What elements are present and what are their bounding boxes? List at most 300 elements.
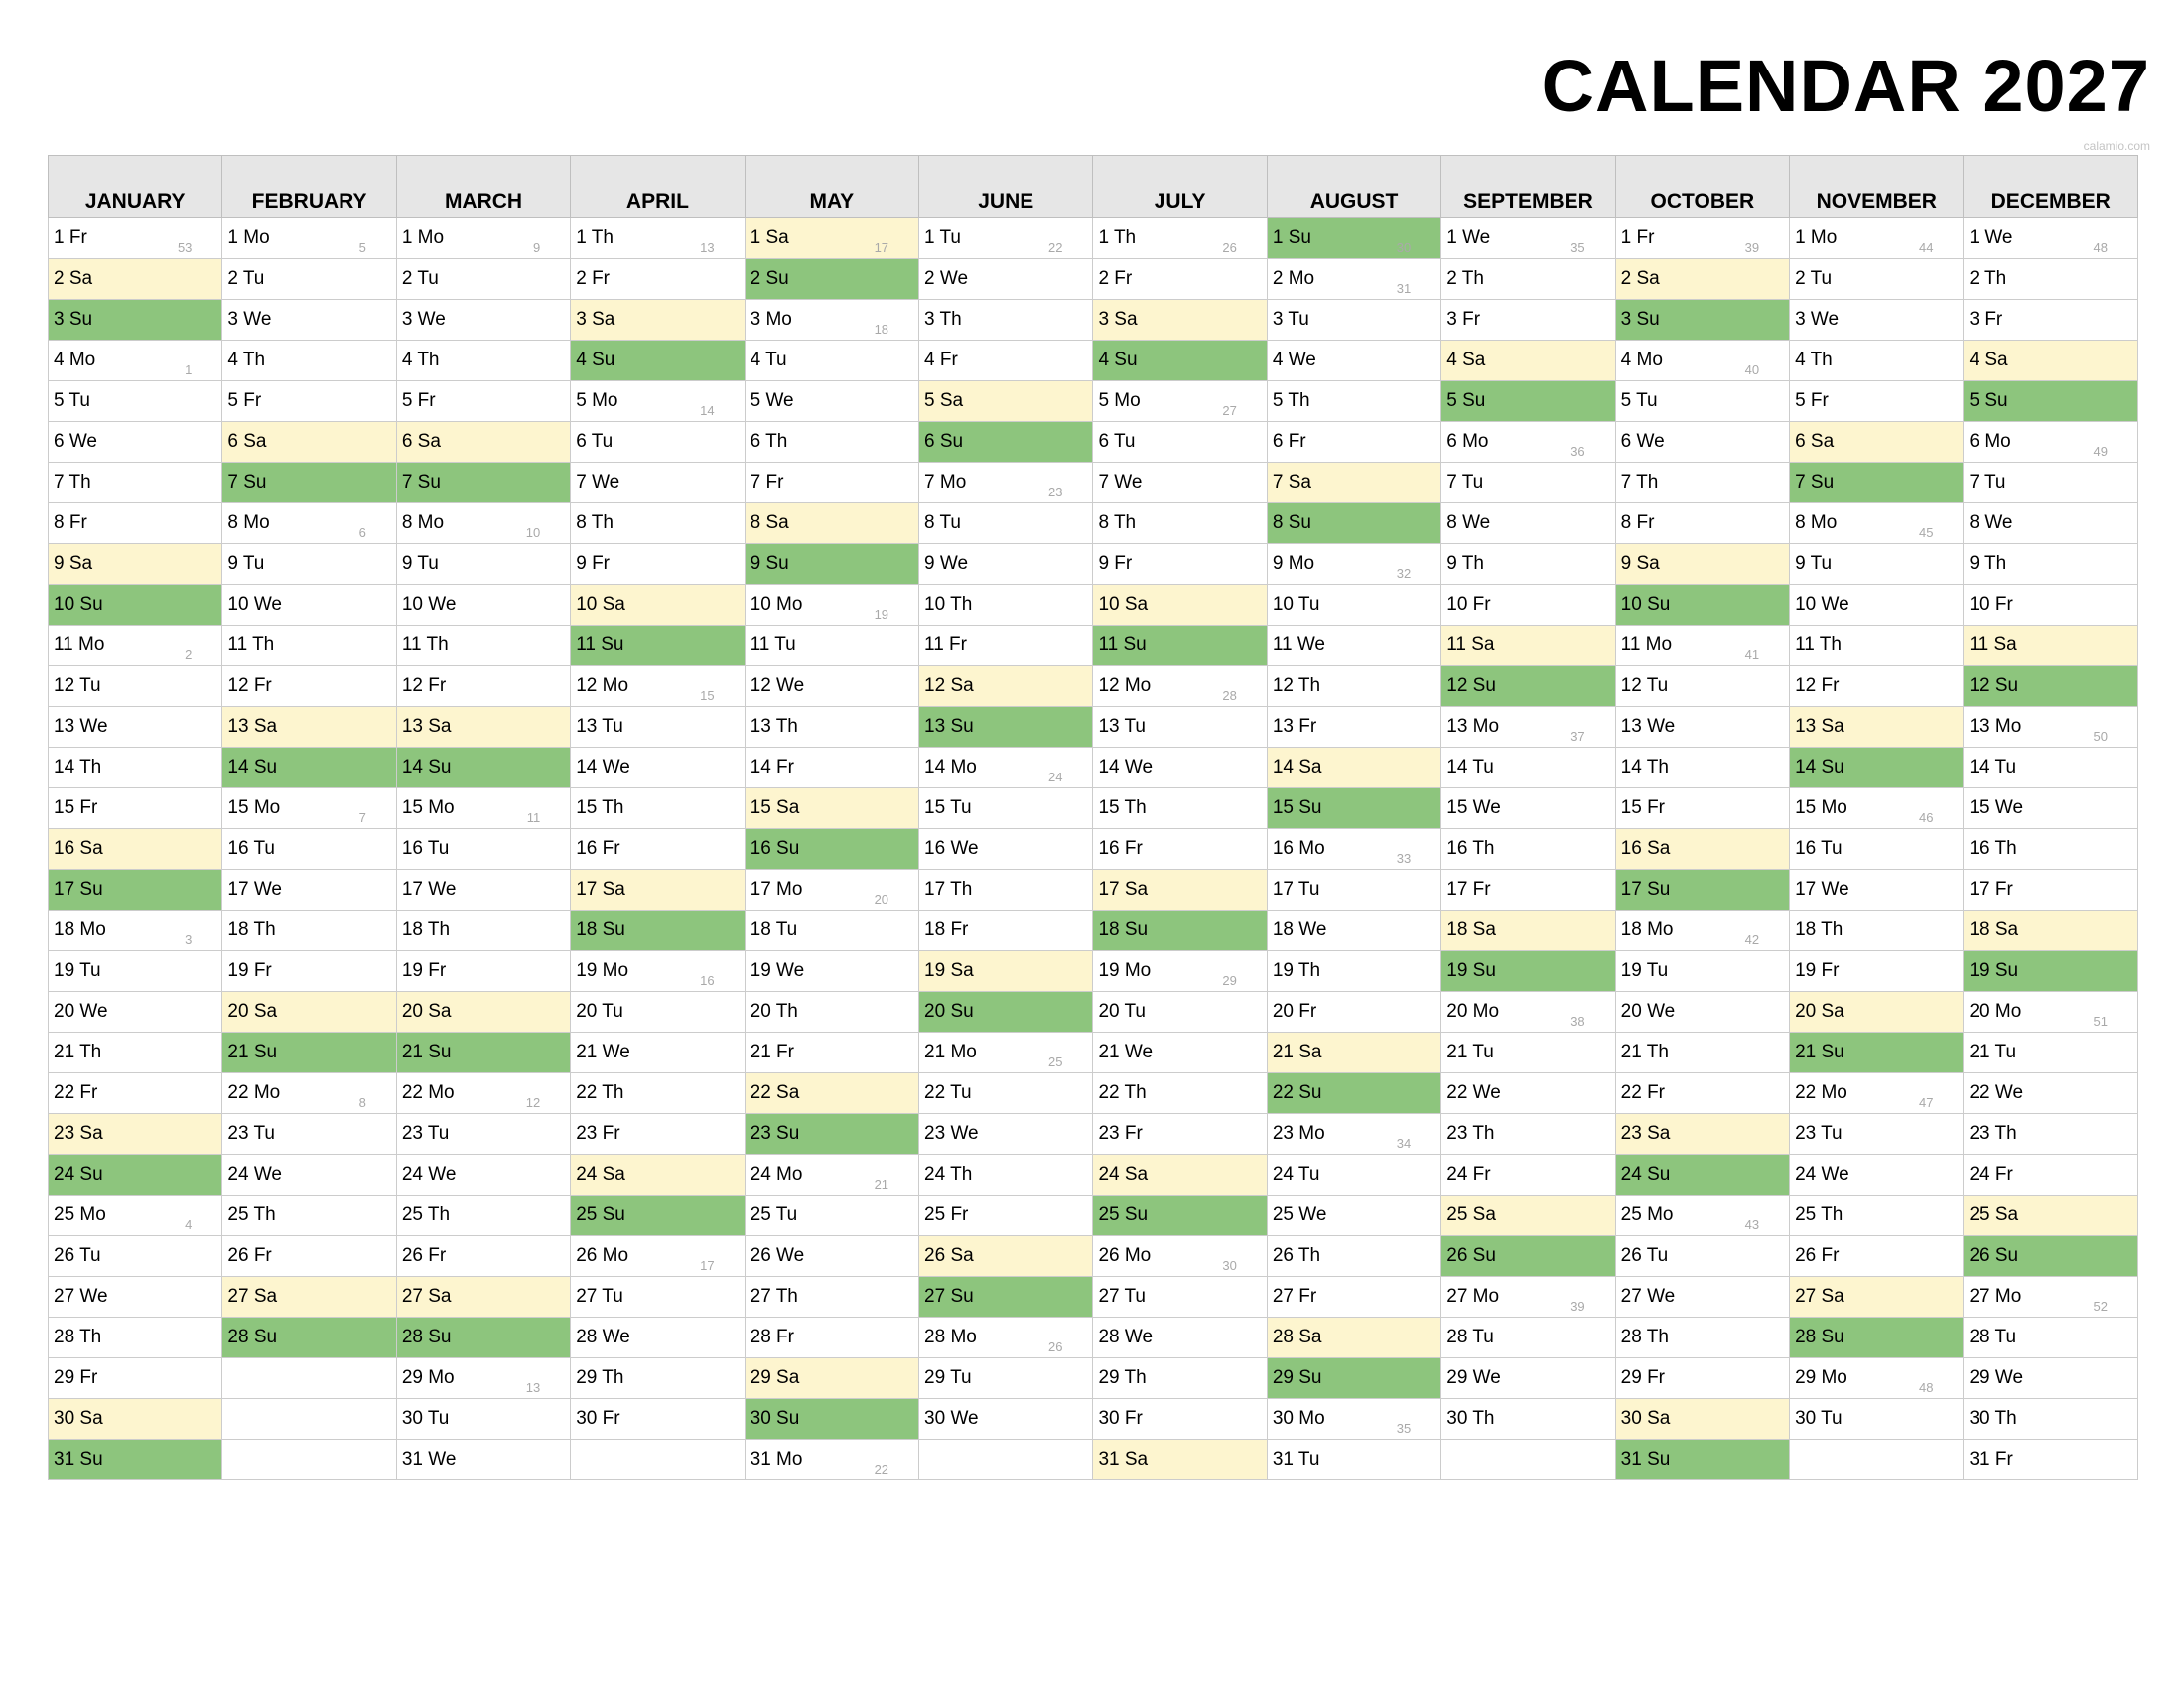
day-label: 30 Fr xyxy=(576,1408,620,1429)
day-label: 25 Sa xyxy=(1969,1204,2019,1225)
day-cell xyxy=(1267,829,1440,870)
month-header: JULY xyxy=(1093,156,1267,218)
day-cell xyxy=(919,1277,1093,1318)
day-label: 13 Sa xyxy=(227,716,278,737)
day-label: 9 Mo xyxy=(1272,553,1315,574)
day-cell xyxy=(1441,544,1615,585)
day-label: 14 Th xyxy=(1620,757,1669,777)
day-label: 14 We xyxy=(576,757,630,777)
day-cell xyxy=(1441,218,1615,259)
day-cell xyxy=(1964,218,2138,259)
day-label: 28 Su xyxy=(1795,1327,1844,1347)
day-label: 7 Su xyxy=(1795,472,1835,492)
day-label: 2 We xyxy=(924,268,969,289)
week-number: 44 xyxy=(1919,240,1934,255)
day-label: 14 Sa xyxy=(1272,757,1322,777)
day-cell xyxy=(49,503,222,544)
day-cell xyxy=(396,748,570,788)
day-label: 27 Su xyxy=(924,1286,974,1307)
day-cell xyxy=(1790,1033,1964,1073)
day-label: 24 Th xyxy=(924,1164,973,1185)
day-cell xyxy=(1441,707,1615,748)
day-cell xyxy=(396,544,570,585)
day-cell xyxy=(1441,422,1615,463)
day-label: 1 Sa xyxy=(750,227,789,248)
day-cell xyxy=(919,911,1093,951)
day-cell xyxy=(919,1155,1093,1196)
day-label: 27 Tu xyxy=(1098,1286,1146,1307)
day-label: 26 Tu xyxy=(54,1245,101,1266)
day-label: 17 Th xyxy=(924,879,973,900)
day-cell xyxy=(49,300,222,341)
day-cell xyxy=(1790,666,1964,707)
week-number: 13 xyxy=(700,240,715,255)
day-cell xyxy=(49,829,222,870)
day-cell xyxy=(1615,870,1789,911)
day-label: 15 Mo xyxy=(227,797,281,818)
day-cell xyxy=(1964,951,2138,992)
day-label: 17 Tu xyxy=(1272,879,1320,900)
day-cell xyxy=(1267,1399,1440,1440)
day-label: 19 Mo xyxy=(576,960,629,981)
day-label: 17 Sa xyxy=(1098,879,1149,900)
day-cell xyxy=(571,788,745,829)
day-label: 24 Fr xyxy=(1969,1164,2013,1185)
day-cell xyxy=(1964,911,2138,951)
day-cell xyxy=(1441,503,1615,544)
week-number: 24 xyxy=(1047,770,1063,784)
day-label: 13 Sa xyxy=(1795,716,1844,737)
week-number: 6 xyxy=(358,525,366,540)
day-label: 16 Th xyxy=(1446,838,1495,859)
day-label: 3 Mo xyxy=(750,309,792,330)
day-cell xyxy=(571,259,745,300)
day-label: 8 Th xyxy=(576,512,614,533)
day-cell xyxy=(919,585,1093,626)
day-cell xyxy=(1790,381,1964,422)
day-label: 7 Th xyxy=(1620,472,1659,492)
day-label: 10 Su xyxy=(1620,594,1671,615)
day-cell xyxy=(919,1114,1093,1155)
day-label: 6 Mo xyxy=(1446,431,1489,452)
day-label: 17 We xyxy=(227,879,282,900)
day-label: 3 Th xyxy=(924,309,962,330)
day-cell xyxy=(919,300,1093,341)
day-label: 30 Mo xyxy=(1272,1408,1325,1429)
day-cell xyxy=(1615,1440,1789,1480)
day-cell xyxy=(1964,1236,2138,1277)
day-label: 25 Th xyxy=(401,1204,451,1225)
day-cell xyxy=(222,1277,396,1318)
day-label: 28 Fr xyxy=(750,1327,794,1347)
day-cell xyxy=(1267,341,1440,381)
day-cell xyxy=(49,666,222,707)
day-label: 8 Fr xyxy=(54,512,87,533)
day-label: 16 Tu xyxy=(1795,838,1843,859)
day-cell xyxy=(1964,300,2138,341)
day-cell xyxy=(1615,992,1789,1033)
day-label: 21 Su xyxy=(1795,1042,1844,1062)
day-row xyxy=(49,626,2138,666)
day-label: 8 We xyxy=(1446,512,1491,533)
day-cell xyxy=(571,585,745,626)
day-cell xyxy=(1441,992,1615,1033)
day-cell xyxy=(1267,1073,1440,1114)
week-number: 49 xyxy=(2093,444,2108,459)
day-cell xyxy=(1093,463,1267,503)
day-cell xyxy=(1615,748,1789,788)
day-label: 20 Fr xyxy=(1272,1001,1317,1022)
day-label: 10 Sa xyxy=(1098,594,1149,615)
day-label: 26 Fr xyxy=(401,1245,447,1266)
day-cell xyxy=(571,300,745,341)
week-number: 21 xyxy=(874,1177,889,1192)
day-label: 4 Fr xyxy=(924,350,958,370)
day-label: 4 Su xyxy=(1098,350,1138,370)
day-label: 8 Su xyxy=(1272,512,1311,533)
day-cell xyxy=(1267,748,1440,788)
day-label: 25 Th xyxy=(227,1204,276,1225)
day-cell xyxy=(571,544,745,585)
day-cell xyxy=(919,1196,1093,1236)
day-label: 14 Th xyxy=(54,757,102,777)
day-cell xyxy=(919,992,1093,1033)
day-cell xyxy=(571,911,745,951)
day-label: 28 We xyxy=(1098,1327,1154,1347)
day-cell xyxy=(745,1277,918,1318)
week-number: 27 xyxy=(1222,403,1237,418)
day-cell xyxy=(1267,1440,1440,1480)
day-label: 18 Th xyxy=(227,919,276,940)
empty-cell xyxy=(222,1399,396,1440)
week-number: 17 xyxy=(874,240,889,255)
day-cell xyxy=(1615,1196,1789,1236)
day-cell xyxy=(745,951,918,992)
day-cell xyxy=(396,1440,570,1480)
day-cell xyxy=(571,992,745,1033)
week-number: 22 xyxy=(874,1462,889,1477)
day-cell xyxy=(1267,1236,1440,1277)
day-cell xyxy=(745,870,918,911)
day-cell xyxy=(49,585,222,626)
day-row xyxy=(49,870,2138,911)
day-cell xyxy=(1790,218,1964,259)
day-row xyxy=(49,503,2138,544)
day-label: 31 Su xyxy=(1620,1449,1671,1470)
day-label: 11 Mo xyxy=(54,634,105,655)
day-cell xyxy=(745,1073,918,1114)
day-cell xyxy=(222,951,396,992)
day-label: 25 Fr xyxy=(924,1204,969,1225)
day-cell xyxy=(919,1033,1093,1073)
week-number: 8 xyxy=(358,1095,366,1110)
day-cell xyxy=(1790,1155,1964,1196)
day-cell xyxy=(1964,1358,2138,1399)
day-label: 9 Th xyxy=(1969,553,2007,574)
day-label: 27 Mo xyxy=(1446,1286,1500,1307)
day-label: 19 Fr xyxy=(401,960,447,981)
day-cell xyxy=(1964,707,2138,748)
day-label: 3 Tu xyxy=(1272,309,1309,330)
day-label: 11 Sa xyxy=(1969,634,2017,655)
day-cell xyxy=(1441,1277,1615,1318)
day-label: 6 Fr xyxy=(1272,431,1306,452)
day-cell xyxy=(1093,951,1267,992)
day-cell xyxy=(745,1358,918,1399)
day-cell xyxy=(49,1155,222,1196)
day-cell xyxy=(1964,1196,2138,1236)
day-label: 20 Th xyxy=(750,1001,798,1022)
day-label: 20 Tu xyxy=(1098,1001,1146,1022)
week-number: 5 xyxy=(358,240,366,255)
day-label: 16 Mo xyxy=(1272,838,1325,859)
day-label: 16 Fr xyxy=(576,838,620,859)
day-row xyxy=(49,1440,2138,1480)
day-label: 19 Sa xyxy=(924,960,974,981)
day-label: 1 Tu xyxy=(924,227,962,248)
day-label: 23 Mo xyxy=(1272,1123,1325,1144)
day-label: 6 Sa xyxy=(1795,431,1835,452)
day-label: 2 Sa xyxy=(54,268,93,289)
day-cell xyxy=(396,1236,570,1277)
day-cell xyxy=(1790,870,1964,911)
day-cell xyxy=(222,544,396,585)
day-cell xyxy=(919,1399,1093,1440)
day-label: 4 Mo xyxy=(54,350,96,370)
day-label: 31 Fr xyxy=(1969,1449,2013,1470)
day-cell xyxy=(1267,951,1440,992)
week-number: 9 xyxy=(532,240,541,255)
day-cell xyxy=(1964,1277,2138,1318)
empty-cell xyxy=(919,1440,1093,1480)
day-label: 24 Sa xyxy=(1098,1164,1149,1185)
day-label: 3 Sa xyxy=(576,309,615,330)
day-cell xyxy=(396,422,570,463)
day-cell xyxy=(919,1358,1093,1399)
day-label: 9 Tu xyxy=(1795,553,1833,574)
day-cell xyxy=(1093,422,1267,463)
day-cell xyxy=(1790,626,1964,666)
day-cell xyxy=(1267,870,1440,911)
day-label: 22 We xyxy=(1446,1082,1501,1103)
day-label: 26 Su xyxy=(1446,1245,1496,1266)
day-cell xyxy=(1267,1114,1440,1155)
day-label: 5 We xyxy=(750,390,794,411)
day-cell xyxy=(1441,1033,1615,1073)
day-label: 5 Tu xyxy=(54,390,90,411)
day-cell xyxy=(1093,1318,1267,1358)
page-title: CALENDAR 2027 xyxy=(1541,45,2150,127)
empty-cell xyxy=(222,1358,396,1399)
day-label: 29 Sa xyxy=(750,1367,800,1388)
day-cell xyxy=(1790,585,1964,626)
day-row xyxy=(49,1155,2138,1196)
day-label: 10 Mo xyxy=(750,594,803,615)
day-label: 21 We xyxy=(576,1042,630,1062)
day-label: 15 Sa xyxy=(750,797,800,818)
week-number: 26 xyxy=(1222,240,1237,255)
week-number: 14 xyxy=(700,403,715,418)
day-row xyxy=(49,1033,2138,1073)
day-cell xyxy=(1964,748,2138,788)
day-cell xyxy=(1964,422,2138,463)
month-header: MAY xyxy=(745,156,918,218)
day-cell xyxy=(1093,626,1267,666)
day-label: 12 Su xyxy=(1446,675,1496,696)
day-label: 21 Su xyxy=(401,1042,452,1062)
day-cell xyxy=(1441,1358,1615,1399)
day-label: 1 Th xyxy=(576,227,614,248)
day-label: 8 Th xyxy=(1098,512,1137,533)
day-label: 18 Su xyxy=(576,919,625,940)
day-label: 3 Fr xyxy=(1446,309,1481,330)
day-label: 11 Th xyxy=(401,634,449,655)
day-row xyxy=(49,585,2138,626)
day-cell xyxy=(571,422,745,463)
week-number: 26 xyxy=(1047,1339,1063,1354)
day-label: 3 Fr xyxy=(1969,309,2003,330)
week-number: 28 xyxy=(1222,688,1237,703)
day-cell xyxy=(571,626,745,666)
day-label: 9 Tu xyxy=(401,553,439,574)
day-label: 29 Mo xyxy=(1795,1367,1847,1388)
day-label: 12 Su xyxy=(1969,675,2019,696)
day-label: 20 Mo xyxy=(1446,1001,1500,1022)
day-cell xyxy=(222,707,396,748)
day-cell xyxy=(1441,788,1615,829)
day-cell xyxy=(49,911,222,951)
day-cell xyxy=(919,626,1093,666)
day-label: 27 Th xyxy=(750,1286,798,1307)
week-number: 50 xyxy=(2093,729,2108,744)
day-cell xyxy=(1964,463,2138,503)
day-cell xyxy=(1093,666,1267,707)
day-cell xyxy=(1267,1196,1440,1236)
day-row xyxy=(49,1277,2138,1318)
day-cell xyxy=(1441,1073,1615,1114)
day-label: 26 Su xyxy=(1969,1245,2019,1266)
day-label: 14 Tu xyxy=(1446,757,1494,777)
day-label: 10 We xyxy=(227,594,282,615)
day-cell xyxy=(1790,1236,1964,1277)
day-cell xyxy=(1267,1358,1440,1399)
day-cell xyxy=(571,1358,745,1399)
day-cell xyxy=(1267,788,1440,829)
day-cell xyxy=(1964,1114,2138,1155)
day-label: 17 Sa xyxy=(576,879,625,900)
week-number: 47 xyxy=(1919,1095,1934,1110)
empty-cell xyxy=(571,1440,745,1480)
day-label: 27 Sa xyxy=(401,1286,452,1307)
day-cell xyxy=(222,1196,396,1236)
day-cell xyxy=(1441,1399,1615,1440)
day-cell xyxy=(222,992,396,1033)
day-cell xyxy=(222,218,396,259)
day-cell xyxy=(1093,381,1267,422)
day-label: 22 Th xyxy=(1098,1082,1147,1103)
day-cell xyxy=(919,707,1093,748)
day-cell xyxy=(1615,341,1789,381)
day-label: 19 Fr xyxy=(1795,960,1840,981)
day-label: 6 Mo xyxy=(1969,431,2011,452)
day-cell xyxy=(222,503,396,544)
day-cell xyxy=(396,951,570,992)
day-cell xyxy=(1615,1318,1789,1358)
month-header: NOVEMBER xyxy=(1790,156,1964,218)
day-cell xyxy=(745,1318,918,1358)
day-label: 31 Tu xyxy=(1272,1449,1320,1470)
day-label: 29 Su xyxy=(1272,1367,1322,1388)
day-cell xyxy=(571,463,745,503)
day-label: 24 Su xyxy=(54,1164,103,1185)
day-cell xyxy=(571,748,745,788)
day-cell xyxy=(222,1114,396,1155)
day-label: 19 Fr xyxy=(227,960,272,981)
day-label: 24 We xyxy=(401,1164,457,1185)
day-label: 10 We xyxy=(401,594,457,615)
day-cell xyxy=(222,381,396,422)
day-cell xyxy=(1093,259,1267,300)
week-number: 46 xyxy=(1919,810,1934,825)
day-cell xyxy=(1093,218,1267,259)
day-cell xyxy=(396,626,570,666)
day-label: 3 Su xyxy=(54,309,93,330)
day-label: 27 Sa xyxy=(1795,1286,1844,1307)
day-row xyxy=(49,381,2138,422)
day-label: 9 Fr xyxy=(1098,553,1133,574)
day-label: 4 Sa xyxy=(1446,350,1486,370)
day-cell xyxy=(745,503,918,544)
day-label: 21 We xyxy=(1098,1042,1154,1062)
day-cell xyxy=(1441,951,1615,992)
day-label: 17 Su xyxy=(1620,879,1671,900)
day-cell xyxy=(222,1155,396,1196)
day-label: 28 Th xyxy=(1620,1327,1669,1347)
week-number: 1 xyxy=(185,362,193,377)
day-cell xyxy=(396,585,570,626)
day-cell xyxy=(1615,1033,1789,1073)
day-cell xyxy=(396,341,570,381)
day-label: 13 Tu xyxy=(1098,716,1146,737)
day-label: 2 Sa xyxy=(1620,268,1660,289)
day-cell xyxy=(1964,381,2138,422)
day-label: 13 Th xyxy=(750,716,798,737)
day-label: 3 Su xyxy=(1620,309,1660,330)
day-cell xyxy=(1790,707,1964,748)
day-label: 28 Su xyxy=(401,1327,452,1347)
day-cell xyxy=(1093,707,1267,748)
day-label: 15 Fr xyxy=(1620,797,1666,818)
day-cell xyxy=(571,218,745,259)
day-label: 9 Sa xyxy=(1620,553,1660,574)
day-cell xyxy=(222,829,396,870)
day-cell xyxy=(1267,992,1440,1033)
day-label: 18 Th xyxy=(401,919,451,940)
day-cell xyxy=(1964,544,2138,585)
day-label: 12 Sa xyxy=(924,675,974,696)
day-row xyxy=(49,829,2138,870)
day-cell xyxy=(49,1073,222,1114)
day-label: 29 Th xyxy=(1098,1367,1147,1388)
day-label: 3 Sa xyxy=(1098,309,1138,330)
day-label: 11 Su xyxy=(1098,634,1147,655)
day-label: 29 Fr xyxy=(1620,1367,1666,1388)
day-label: 8 We xyxy=(1969,512,2013,533)
day-label: 22 Sa xyxy=(750,1082,800,1103)
day-cell xyxy=(1964,585,2138,626)
week-number: 30 xyxy=(1396,240,1412,255)
day-cell xyxy=(1790,1196,1964,1236)
